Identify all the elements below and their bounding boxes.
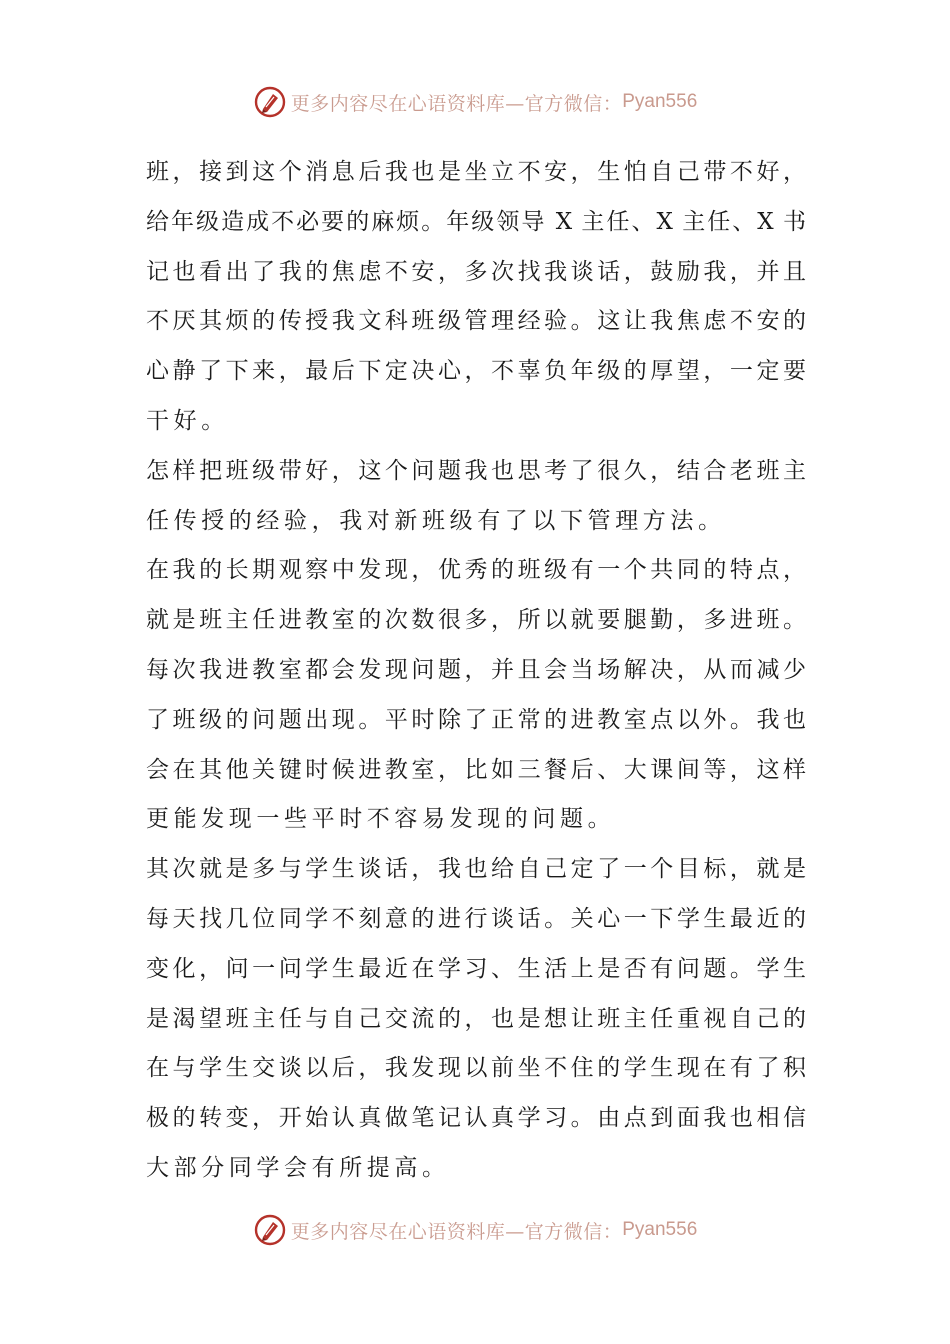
text-line: 大部分同学会有所提高。 <box>146 1154 450 1181</box>
text-line: 更能发现一些平时不容易发现的问题。 <box>146 806 616 833</box>
text-line: 在与学生交谈以后，我发现以前坐不住的学生现在有了积 <box>146 1055 806 1082</box>
watermark-wechat-handle: Pyan556 <box>622 1219 698 1240</box>
text-line: 心静了下来，最后下定决心，不辜负年级的厚望，一定要 <box>146 358 806 385</box>
text-line: 极的转变，开始认真做笔记认真学习。由点到面我也相信 <box>146 1105 806 1132</box>
text-line: 是渴望班主任与自己交流的，也是想让班主任重视自己的 <box>146 1005 806 1032</box>
text-line: 班，接到这个消息后我也是坐立不安，生怕自己带不好， <box>146 159 806 185</box>
text-line: 干好。 <box>146 407 229 434</box>
text-line: 变化，问一问学生最近在学习、生活上是否有问题。学生 <box>146 955 806 982</box>
watermark-text: 更多内容尽在心语资料库—官方微信： <box>290 92 623 115</box>
pen-nib-logo-icon <box>253 85 287 119</box>
text-line: 每次我进教室都会发现问题，并且会当场解决，从而减少 <box>146 656 806 683</box>
text-line: 每天找几位同学不刻意的进行谈话。关心一下学生最近的 <box>146 905 806 932</box>
watermark-wechat-handle: Pyan556 <box>622 91 698 112</box>
text-line: 怎样把班级带好，这个问题我也思考了很久，结合老班主 <box>146 457 806 484</box>
text-line: 会在其他关键时候进教室，比如三餐后、大课间等，这样 <box>146 756 806 783</box>
document-body <box>146 148 806 1194</box>
pen-nib-logo-icon <box>253 1213 287 1247</box>
text-line: 就是班主任进教室的次数很多，所以就要腿勤，多进班。 <box>146 607 806 634</box>
text-line: 其次就是多与学生谈话，我也给自己定了一个目标，就是 <box>146 856 806 883</box>
text-line: 了班级的问题出现。平时除了正常的进教室点以外。我也 <box>146 706 806 733</box>
header-watermark-banner <box>0 82 950 122</box>
text-line: 给年级造成不必要的麻烦。年级领导 X 主任、X 主任、X 书 <box>146 208 806 235</box>
text-line: 任传授的经验，我对新班级有了以下管理方法。 <box>146 507 726 534</box>
footer-watermark-banner <box>0 1210 950 1250</box>
watermark-text: 更多内容尽在心语资料库—官方微信： <box>290 1220 623 1243</box>
text-line: 不厌其烦的传授我文科班级管理经验。这让我焦虑不安的 <box>146 308 806 335</box>
text-line: 记也看出了我的焦虑不安，多次找我谈话，鼓励我，并且 <box>146 258 806 285</box>
text-line: 在我的长期观察中发现，优秀的班级有一个共同的特点， <box>146 557 806 584</box>
